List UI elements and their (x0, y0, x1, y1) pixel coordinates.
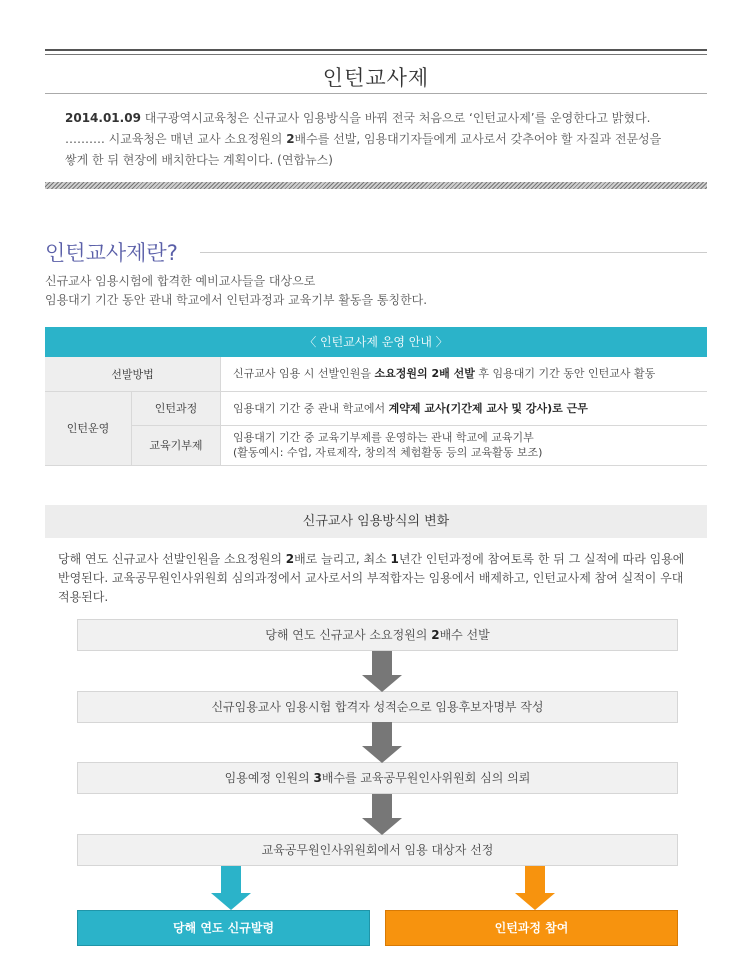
table-header: 〈 인턴교사제 운영 안내 〉 (45, 327, 707, 357)
table-row (45, 391, 707, 425)
intro-description (45, 272, 427, 310)
change-desc-a: 당해 연도 신규교사 선발인원을 소요정원의 (58, 552, 286, 566)
down-arrow-orange-icon (515, 866, 555, 910)
row1-text-b: 후 임용대기 기간 동안 인턴교사 활동 (474, 367, 656, 381)
down-arrow-teal-icon (211, 866, 251, 910)
news-line-2 (65, 129, 695, 150)
table-row (45, 425, 707, 465)
news-text-1: 대구광역시교육청은 신규교사 임용방식을 바꿔 전국 처음으로 ‘인턴교사제’를 운영한다고 밝혔다. (140, 111, 651, 125)
flow-step-2: 신규임용교사 임용시험 합격자 성적순으로 임용후보자명부 작성 (77, 691, 678, 723)
change-desc-c: 배로 늘리고, 최소 (294, 552, 391, 566)
intro-desc-line-1: 신규교사 임용시험에 합격한 예비교사들을 대상으로 (45, 274, 316, 288)
table-row (45, 357, 707, 391)
down-arrow-icon (362, 722, 402, 764)
news-text-2b: 배수를 선발, 임용대기자들에게 교사로서 갖추어야 할 자질과 전문성을 (294, 132, 662, 146)
row2-text-bold: 계약제 교사(기간제 교사 및 강사)로 근무 (388, 401, 588, 415)
row1-text-a: 신규교사 임용 시 선발인원을 (233, 367, 375, 381)
step3-text-a: 임용예정 인원의 (224, 771, 314, 785)
header-top-rule (45, 49, 707, 51)
row3-line-2: (활동예시: 수업, 자료제작, 창의적 체험활동 등의 교육활동 보조) (233, 446, 543, 459)
news-line-3: 쌓게 한 뒤 현장에 배치한다는 계획이다. (연합뉴스) (65, 153, 333, 167)
header-top-rule-thin (45, 54, 707, 55)
row-label-selection: 선발방법 (45, 357, 221, 391)
final-box-intern-participation: 인턴과정 참여 (385, 910, 678, 946)
flow-step-1 (77, 619, 678, 651)
flow-step-3 (77, 762, 678, 794)
step1-text-b: 배수 선발 (439, 628, 490, 642)
row3-line-1: 임용대기 기간 중 교육기부제를 운영하는 관내 학교에 교육기부 (233, 431, 534, 444)
section-title-change: 신규교사 임용방식의 변화 (45, 505, 707, 538)
row-value-intern-course (221, 391, 708, 425)
section-title-intro: 인턴교사제란? (45, 241, 178, 265)
row-value-selection (221, 357, 708, 391)
change-description (58, 550, 698, 607)
news-text-2a: ………. 시교육청은 매년 교사 소요정원의 (65, 132, 287, 146)
page-title: 인턴교사제 (322, 66, 430, 90)
news-date: 2014.01.09 (65, 111, 141, 125)
row-label-intern-operation: 인턴운영 (45, 391, 132, 465)
final-box-new-appointment: 당해 연도 신규발령 (77, 910, 370, 946)
step3-text-bold: 3 (313, 771, 322, 785)
change-desc-line-1 (58, 550, 698, 569)
step3-text-b: 배수를 교육공무원인사위원회 심의 의뢰 (321, 771, 531, 785)
step1-text-bold: 2 (431, 628, 440, 642)
row-value-education-donation (221, 425, 708, 465)
operation-table (45, 357, 707, 466)
change-desc-line-3: 적용된다. (58, 590, 109, 604)
change-desc-line-2: 반영된다. 교육공무원인사위원회 심의과정에서 교사로서의 부적합자는 임용에서 배제하고, 인턴교사제 참여 실적이 우대 (58, 571, 684, 585)
row2-text-a: 임용대기 기간 중 관내 학교에서 (233, 401, 389, 415)
header-divider (45, 93, 707, 94)
hatched-divider (45, 182, 707, 189)
news-line-1 (65, 108, 695, 129)
row-label-education-donation: 교육기부제 (132, 425, 221, 465)
step1-text-a: 당해 연도 신규교사 소요정원의 (265, 628, 432, 642)
news-excerpt (65, 108, 695, 171)
news-text-2-bold: 2 (286, 132, 295, 146)
down-arrow-icon (362, 794, 402, 836)
change-desc-bold-1: 2 (285, 552, 295, 566)
row1-text-bold: 소요정원의 2배 선발 (374, 367, 475, 381)
down-arrow-icon (362, 651, 402, 693)
flow-step-4: 교육공무원인사위원회에서 임용 대상자 선정 (77, 834, 678, 866)
row-label-intern-course: 인턴과정 (132, 391, 221, 425)
change-desc-bold-2: 1 (390, 552, 399, 566)
change-desc-d: 년간 인턴과정에 참여토록 한 뒤 그 실적에 따라 임용에 (398, 552, 685, 566)
intro-desc-line-2: 임용대기 기간 동안 관내 학교에서 인턴과정과 교육기부 활동을 통칭한다. (45, 293, 428, 307)
section-title-rule (200, 252, 707, 253)
